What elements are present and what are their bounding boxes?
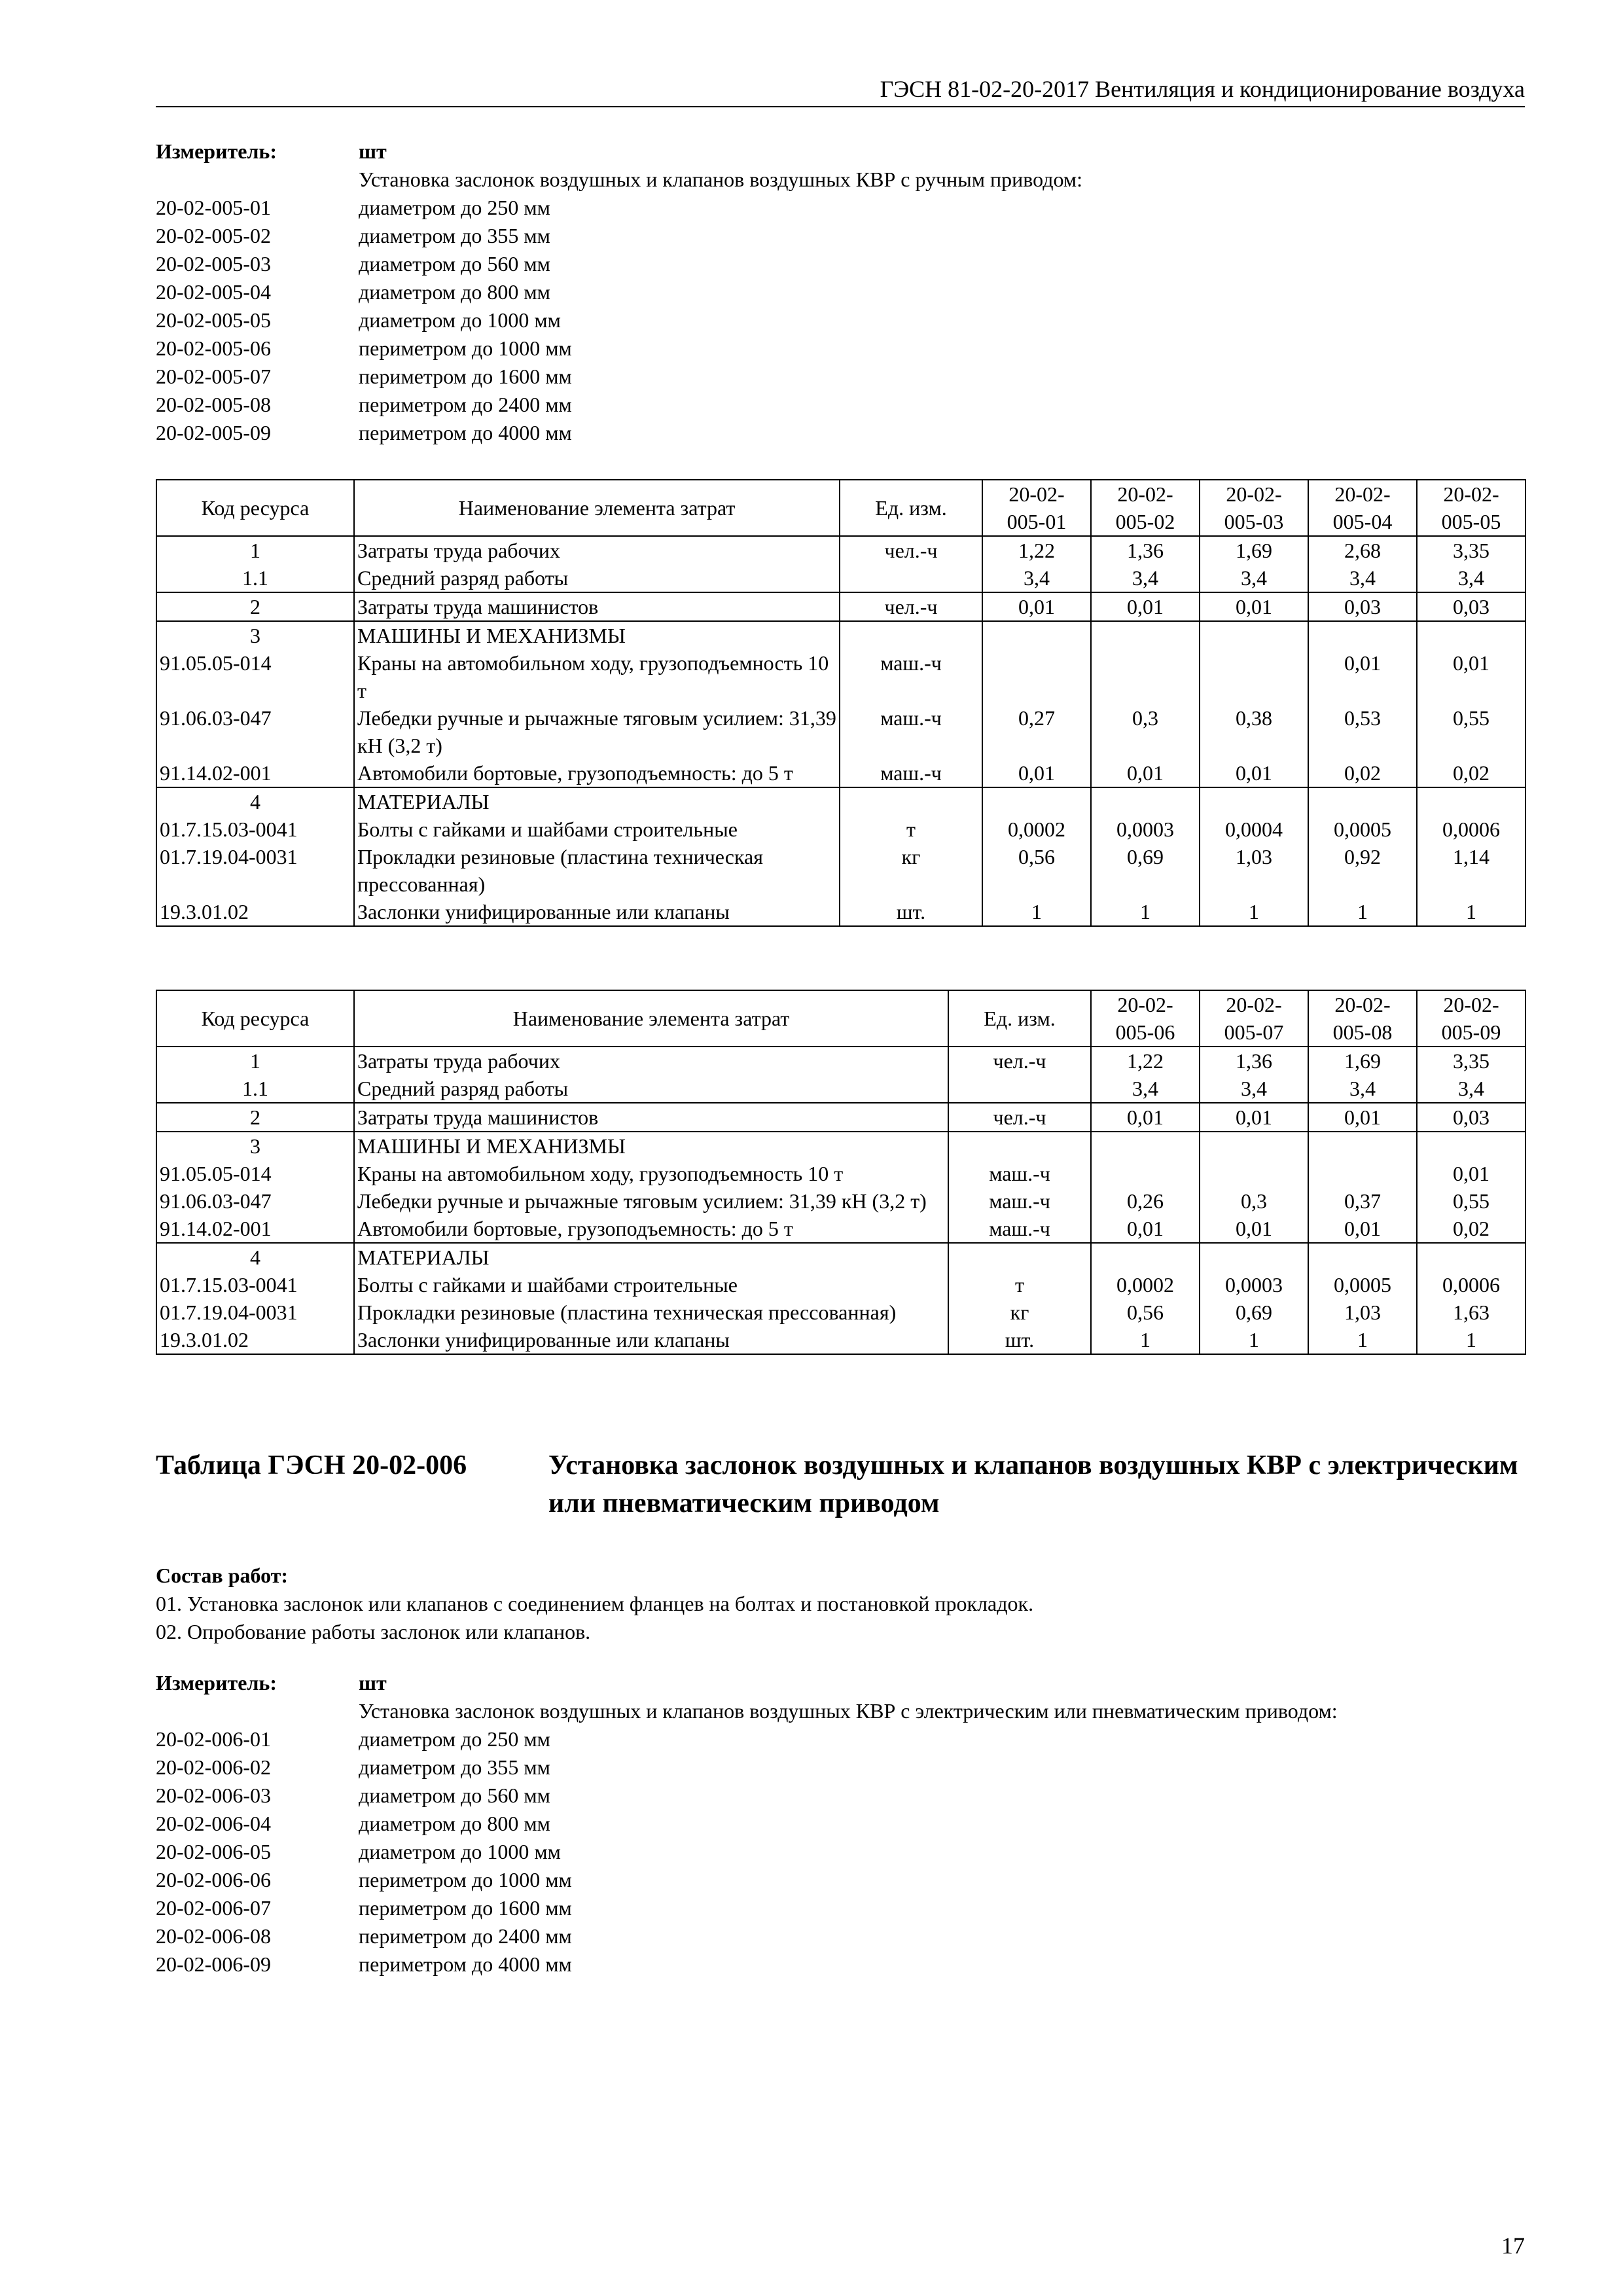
resource-table-005-06-09: [156, 990, 1526, 1355]
measure-item-text: диаметром до 250 мм: [359, 1727, 550, 1751]
measure-description-row: [156, 1697, 1563, 1725]
cell-unit: [948, 1075, 1091, 1103]
cell-code: 4: [156, 1243, 354, 1271]
cell-value: 3,4: [1308, 564, 1417, 592]
cell-value: 1,63: [1417, 1299, 1525, 1326]
cell-name: Заслонки унифицированные или клапаны: [354, 898, 840, 926]
cell-value: 3,35: [1417, 1047, 1525, 1075]
table-row: [156, 1075, 1525, 1103]
table-row: [156, 592, 1525, 621]
cell-value: 0,01: [1091, 1215, 1200, 1243]
cell-value: 0,38: [1200, 704, 1308, 759]
measure-item: [156, 1950, 1563, 1979]
header-norm-column: 20-02- 005-05: [1417, 480, 1525, 536]
measure-item-code: 20-02-006-06: [156, 1868, 271, 1892]
cell-code: 01.7.19.04-0031: [156, 1299, 354, 1326]
cell-value: 0,03: [1417, 1103, 1525, 1132]
table-row: [156, 1160, 1525, 1187]
cell-name: Прокладки резиновые (пластина техническая прессованная): [354, 843, 840, 898]
cell-value: 3,4: [1091, 1075, 1200, 1103]
header-unit: Ед. изм.: [948, 990, 1091, 1047]
cell-value: 3,4: [1417, 564, 1525, 592]
cell-value: [1417, 787, 1525, 816]
cell-value: [1091, 649, 1200, 704]
cell-value: 0,0003: [1091, 816, 1200, 843]
table-header-row: [156, 480, 1525, 536]
cell-value: 0,53: [1308, 704, 1417, 759]
measure-item-text: диаметром до 800 мм: [359, 280, 550, 304]
measure-item-text: диаметром до 1000 мм: [359, 1840, 561, 1863]
cell-value: [1091, 1132, 1200, 1160]
cell-value: 1,69: [1200, 536, 1308, 564]
cell-value: 3,4: [1091, 564, 1200, 592]
cell-value: 1,36: [1200, 1047, 1308, 1075]
measure-item: [156, 222, 1563, 250]
measure-unit: шт: [359, 1671, 387, 1695]
cell-code: 1.1: [156, 564, 354, 592]
cell-value: 0,0006: [1417, 1271, 1525, 1299]
cell-value: 1,22: [1091, 1047, 1200, 1075]
measure-item-code: 20-02-006-01: [156, 1727, 271, 1751]
cell-unit: чел.-ч: [948, 1103, 1091, 1132]
measure-item-code: 20-02-005-05: [156, 308, 271, 332]
header-norm-column: 20-02- 005-07: [1200, 990, 1308, 1047]
cell-value: 1: [1200, 1326, 1308, 1354]
cell-unit: шт.: [948, 1326, 1091, 1354]
measure-item: [156, 194, 1563, 222]
header-norm-column: 20-02- 005-08: [1308, 990, 1417, 1047]
cell-value: 1: [1091, 1326, 1200, 1354]
cell-value: 0,02: [1308, 759, 1417, 787]
measure-item: [156, 1838, 1563, 1866]
cell-name: Затраты труда рабочих: [354, 536, 840, 564]
measure-item-code: 20-02-006-03: [156, 1784, 271, 1807]
cell-name: Затраты труда рабочих: [354, 1047, 948, 1075]
cell-code: 2: [156, 592, 354, 621]
table-row: [156, 816, 1525, 843]
cell-value: 3,4: [1417, 1075, 1525, 1103]
cell-value: 1,36: [1091, 536, 1200, 564]
measure-item-code: 20-02-006-07: [156, 1896, 271, 1920]
measure-item-text: диаметром до 560 мм: [359, 1784, 550, 1807]
cell-value: 0,01: [1091, 759, 1200, 787]
cell-value: [1091, 621, 1200, 649]
measure-item: [156, 419, 1563, 447]
cell-value: 1,14: [1417, 843, 1525, 898]
cell-code: 01.7.19.04-0031: [156, 843, 354, 898]
measure-item-code: 20-02-005-08: [156, 393, 271, 416]
measure-item-code: 20-02-006-04: [156, 1812, 271, 1835]
cell-value: 1: [1308, 1326, 1417, 1354]
header-name: Наименование элемента затрат: [354, 990, 948, 1047]
table-row: [156, 536, 1525, 564]
measure-item: [156, 306, 1563, 334]
measure-item-text: диаметром до 1000 мм: [359, 308, 561, 332]
cell-value: [1417, 1243, 1525, 1271]
cell-value: 3,4: [1308, 1075, 1417, 1103]
cell-name: МАШИНЫ И МЕХАНИЗМЫ: [354, 1132, 948, 1160]
cell-code: 01.7.15.03-0041: [156, 1271, 354, 1299]
cell-value: 1: [1308, 898, 1417, 926]
cell-code: 91.14.02-001: [156, 759, 354, 787]
cell-value: [1308, 1243, 1417, 1271]
cell-value: 0,26: [1091, 1187, 1200, 1215]
cell-value: 0,69: [1200, 1299, 1308, 1326]
cell-name: Средний разряд работы: [354, 564, 840, 592]
measure-item-code: 20-02-006-02: [156, 1755, 271, 1779]
cell-unit: маш.-ч: [840, 759, 982, 787]
measure-item-text: периметром до 1600 мм: [359, 365, 572, 388]
cell-value: 0,27: [982, 704, 1091, 759]
cell-value: 0,69: [1091, 843, 1200, 898]
cell-value: [1308, 1132, 1417, 1160]
cell-unit: кг: [948, 1299, 1091, 1326]
measure-item-code: 20-02-006-08: [156, 1924, 271, 1948]
cell-name: Средний разряд работы: [354, 1075, 948, 1103]
cell-value: 0,56: [982, 843, 1091, 898]
cell-value: [1091, 1243, 1200, 1271]
measure-item-code: 20-02-005-04: [156, 280, 271, 304]
measure-item: [156, 1922, 1563, 1950]
measure-item: [156, 1866, 1563, 1894]
measure-header-row: [156, 1669, 1563, 1697]
cell-name: Затраты труда машинистов: [354, 1103, 948, 1132]
measure-item-text: периметром до 1600 мм: [359, 1896, 572, 1920]
cell-value: 0,0003: [1200, 1271, 1308, 1299]
cell-unit: маш.-ч: [948, 1187, 1091, 1215]
cell-value: 0,0005: [1308, 816, 1417, 843]
measure-unit: шт: [359, 139, 387, 163]
cell-value: 0,01: [1200, 759, 1308, 787]
measure-item-code: 20-02-005-07: [156, 365, 271, 388]
table-row: [156, 1271, 1525, 1299]
measure-item-text: периметром до 2400 мм: [359, 393, 572, 416]
cell-value: [1091, 787, 1200, 816]
measure-item-text: периметром до 1000 мм: [359, 336, 572, 360]
cell-value: 0,3: [1200, 1187, 1308, 1215]
header-norm-column: 20-02- 005-04: [1308, 480, 1417, 536]
cell-code: 01.7.15.03-0041: [156, 816, 354, 843]
measure-item: [156, 1725, 1563, 1753]
cell-value: 1: [1417, 898, 1525, 926]
measure-item-code: 20-02-006-05: [156, 1840, 271, 1863]
page-header: ГЭСН 81-02-20-2017 Вентиляция и кондиционирование воздуха: [156, 73, 1525, 107]
measure-item: [156, 1782, 1563, 1810]
cell-value: 3,4: [1200, 1075, 1308, 1103]
cell-unit: кг: [840, 843, 982, 898]
table-row: [156, 1243, 1525, 1271]
table-title-text: Установка заслонок воздушных и клапанов воздушных КВР с электрическим или пневматическим приводом: [548, 1450, 1518, 1518]
cell-unit: маш.-ч: [948, 1160, 1091, 1187]
cell-value: 1: [1417, 1326, 1525, 1354]
cell-name: Заслонки унифицированные или клапаны: [354, 1326, 948, 1354]
cell-name: Прокладки резиновые (пластина техническая прессованная): [354, 1299, 948, 1326]
cell-code: 1: [156, 536, 354, 564]
measure-item-text: диаметром до 250 мм: [359, 196, 550, 219]
cell-value: 0,01: [1200, 592, 1308, 621]
cell-name: Болты с гайками и шайбами строительные: [354, 1271, 948, 1299]
cell-value: [1200, 1243, 1308, 1271]
table-row: [156, 564, 1525, 592]
work-composition-label: Состав работ:: [156, 1564, 289, 1587]
cell-value: [1200, 787, 1308, 816]
measure-item: [156, 1894, 1563, 1922]
measure-block-005: [156, 137, 1563, 447]
cell-code: 4: [156, 787, 354, 816]
measure-item-code: 20-02-005-02: [156, 224, 271, 247]
table-row: [156, 787, 1525, 816]
cell-unit: [840, 564, 982, 592]
cell-value: 0,01: [1091, 592, 1200, 621]
work-composition: [156, 1562, 1563, 1646]
work-composition-item: 02. Опробование работы заслонок или клапанов.: [156, 1620, 591, 1643]
cell-unit: чел.-ч: [840, 592, 982, 621]
cell-value: 1,03: [1308, 1299, 1417, 1326]
measure-item-code: 20-02-005-03: [156, 252, 271, 276]
header-norm-column: 20-02- 005-06: [1091, 990, 1200, 1047]
cell-value: [1200, 1160, 1308, 1187]
page-number: 17: [1501, 2233, 1525, 2259]
measure-item-code: 20-02-005-01: [156, 196, 271, 219]
cell-unit: шт.: [840, 898, 982, 926]
cell-unit: [840, 787, 982, 816]
measure-label: Измеритель:: [156, 139, 277, 163]
measure-item-text: диаметром до 355 мм: [359, 1755, 550, 1779]
table-title: [156, 1446, 1563, 1522]
cell-value: 0,0002: [1091, 1271, 1200, 1299]
cell-value: 3,35: [1417, 536, 1525, 564]
cell-value: 0,03: [1308, 592, 1417, 621]
cell-value: 0,0005: [1308, 1271, 1417, 1299]
header-norm-column: 20-02- 005-03: [1200, 480, 1308, 536]
cell-unit: чел.-ч: [948, 1047, 1091, 1075]
cell-unit: [948, 1243, 1091, 1271]
measure-item: [156, 1753, 1563, 1782]
cell-value: [1417, 1132, 1525, 1160]
measure-item-code: 20-02-005-06: [156, 336, 271, 360]
cell-value: 1: [1091, 898, 1200, 926]
cell-value: 0,01: [1308, 1215, 1417, 1243]
cell-value: [1308, 621, 1417, 649]
cell-code: 3: [156, 621, 354, 649]
measure-item-code: 20-02-005-09: [156, 421, 271, 444]
measure-item: [156, 250, 1563, 278]
measure-item: [156, 278, 1563, 306]
cell-name: Краны на автомобильном ходу, грузоподъемность 10 т: [354, 649, 840, 704]
measure-item: [156, 1810, 1563, 1838]
measure-description-row: [156, 166, 1563, 194]
cell-value: 1: [982, 898, 1091, 926]
cell-value: [1200, 1132, 1308, 1160]
cell-name: МАТЕРИАЛЫ: [354, 1243, 948, 1271]
cell-value: 0,01: [1308, 1103, 1417, 1132]
cell-value: 0,01: [1200, 1215, 1308, 1243]
cell-value: [982, 621, 1091, 649]
cell-value: 0,01: [1091, 1103, 1200, 1132]
table-row: [156, 621, 1525, 649]
table-row: [156, 704, 1525, 759]
cell-value: 0,01: [982, 759, 1091, 787]
table-row: [156, 1132, 1525, 1160]
header-norm-column: 20-02- 005-02: [1091, 480, 1200, 536]
cell-value: [1091, 1160, 1200, 1187]
cell-value: 0,02: [1417, 1215, 1525, 1243]
cell-value: [1308, 787, 1417, 816]
cell-name: МАШИНЫ И МЕХАНИЗМЫ: [354, 621, 840, 649]
cell-value: [1200, 621, 1308, 649]
cell-value: 0,0004: [1200, 816, 1308, 843]
cell-unit: маш.-ч: [948, 1215, 1091, 1243]
cell-value: [1308, 1160, 1417, 1187]
cell-value: 0,56: [1091, 1299, 1200, 1326]
table-row: [156, 1299, 1525, 1326]
cell-name: Краны на автомобильном ходу, грузоподъемность 10 т: [354, 1160, 948, 1187]
table-row: [156, 649, 1525, 704]
cell-unit: т: [948, 1271, 1091, 1299]
cell-code: 91.06.03-047: [156, 704, 354, 759]
measure-item-text: периметром до 4000 мм: [359, 1952, 572, 1976]
work-composition-item: 01. Установка заслонок или клапанов с соединением фланцев на болтах и постановкой прокладок.: [156, 1592, 1034, 1615]
measure-item: [156, 363, 1563, 391]
cell-code: 3: [156, 1132, 354, 1160]
cell-value: 0,02: [1417, 759, 1525, 787]
cell-value: 0,01: [1308, 649, 1417, 704]
cell-value: 0,01: [1417, 649, 1525, 704]
cell-value: 0,3: [1091, 704, 1200, 759]
measure-description: Установка заслонок воздушных и клапанов воздушных КВР с электрическим или пневматическим приводом:: [359, 1699, 1338, 1723]
cell-code: 91.06.03-047: [156, 1187, 354, 1215]
cell-name: Лебедки ручные и рычажные тяговым усилием: 31,39 кН (3,2 т): [354, 704, 840, 759]
cell-value: [982, 649, 1091, 704]
cell-unit: [948, 1132, 1091, 1160]
cell-unit: чел.-ч: [840, 536, 982, 564]
measure-item-text: периметром до 2400 мм: [359, 1924, 572, 1948]
cell-code: 91.14.02-001: [156, 1215, 354, 1243]
cell-value: 0,0006: [1417, 816, 1525, 843]
table-row: [156, 1047, 1525, 1075]
header-name: Наименование элемента затрат: [354, 480, 840, 536]
cell-name: Автомобили бортовые, грузоподъемность: до 5 т: [354, 759, 840, 787]
cell-code: 1: [156, 1047, 354, 1075]
cell-value: 0,92: [1308, 843, 1417, 898]
measure-item-code: 20-02-006-09: [156, 1952, 271, 1976]
cell-name: Затраты труда машинистов: [354, 592, 840, 621]
cell-value: 0,0002: [982, 816, 1091, 843]
resource-table-005-01-05: [156, 479, 1526, 927]
measure-item-text: периметром до 1000 мм: [359, 1868, 572, 1892]
cell-unit: [840, 621, 982, 649]
cell-value: 1: [1200, 898, 1308, 926]
cell-name: Болты с гайками и шайбами строительные: [354, 816, 840, 843]
table-header-row: [156, 990, 1525, 1047]
table-row: [156, 1187, 1525, 1215]
table-row: [156, 898, 1525, 926]
measure-item: [156, 334, 1563, 363]
cell-code: 19.3.01.02: [156, 898, 354, 926]
table-row: [156, 843, 1525, 898]
cell-value: 0,03: [1417, 592, 1525, 621]
measure-block-006: [156, 1669, 1563, 1979]
cell-value: 1,22: [982, 536, 1091, 564]
table-number: Таблица ГЭСН 20-02-006: [156, 1450, 467, 1480]
cell-value: 0,01: [1417, 1160, 1525, 1187]
measure-item-text: диаметром до 800 мм: [359, 1812, 550, 1835]
measure-item-text: периметром до 4000 мм: [359, 421, 572, 444]
header-unit: Ед. изм.: [840, 480, 982, 536]
header-norm-column: 20-02- 005-01: [982, 480, 1091, 536]
cell-value: 1,69: [1308, 1047, 1417, 1075]
measure-description: Установка заслонок воздушных и клапанов воздушных КВР с ручным приводом:: [359, 168, 1083, 191]
measure-item-text: диаметром до 560 мм: [359, 252, 550, 276]
cell-value: 0,55: [1417, 1187, 1525, 1215]
cell-value: 0,37: [1308, 1187, 1417, 1215]
cell-value: 0,55: [1417, 704, 1525, 759]
cell-unit: т: [840, 816, 982, 843]
table-row: [156, 1103, 1525, 1132]
cell-unit: маш.-ч: [840, 649, 982, 704]
cell-code: 91.05.05-014: [156, 1160, 354, 1187]
cell-value: 0,01: [1200, 1103, 1308, 1132]
cell-code: 2: [156, 1103, 354, 1132]
cell-value: [1200, 649, 1308, 704]
header-code: Код ресурса: [156, 480, 354, 536]
header-code: Код ресурса: [156, 990, 354, 1047]
cell-value: 3,4: [982, 564, 1091, 592]
cell-code: 91.05.05-014: [156, 649, 354, 704]
cell-code: 1.1: [156, 1075, 354, 1103]
cell-unit: маш.-ч: [840, 704, 982, 759]
cell-value: 0,01: [982, 592, 1091, 621]
cell-name: Лебедки ручные и рычажные тяговым усилием: 31,39 кН (3,2 т): [354, 1187, 948, 1215]
cell-name: МАТЕРИАЛЫ: [354, 787, 840, 816]
cell-value: [1417, 621, 1525, 649]
cell-code: 19.3.01.02: [156, 1326, 354, 1354]
cell-value: 1,03: [1200, 843, 1308, 898]
cell-value: 3,4: [1200, 564, 1308, 592]
cell-value: 2,68: [1308, 536, 1417, 564]
cell-name: Автомобили бортовые, грузоподъемность: до 5 т: [354, 1215, 948, 1243]
measure-header-row: [156, 137, 1563, 166]
measure-item: [156, 391, 1563, 419]
table-row: [156, 759, 1525, 787]
cell-value: [982, 787, 1091, 816]
measure-label: Измеритель:: [156, 1671, 277, 1695]
table-row: [156, 1326, 1525, 1354]
measure-item-text: диаметром до 355 мм: [359, 224, 550, 247]
header-norm-column: 20-02- 005-09: [1417, 990, 1525, 1047]
table-row: [156, 1215, 1525, 1243]
